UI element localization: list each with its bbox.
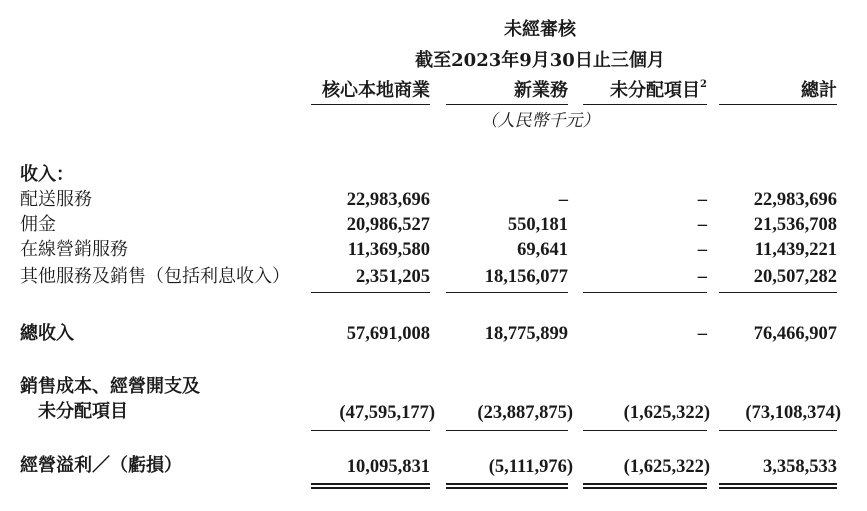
operating-rule-1 (311, 430, 430, 431)
cell-value: (1,625,322) (623, 457, 710, 477)
cell-value: 10,095,831 (346, 457, 430, 477)
subtotal-rule-4 (719, 292, 837, 293)
cell-value: (5,111,976) (488, 457, 573, 477)
cell-value: 20,986,527 (346, 215, 430, 235)
period-header: 截至2023年9月30日止三個月 (415, 50, 665, 71)
column-header-unallocated-label: 未分配項目 (610, 80, 701, 101)
cell-value: 2,351,205 (356, 267, 430, 287)
operating-rule-4 (719, 430, 837, 431)
operating-profit-label: 經營溢利／（虧損） (20, 455, 182, 476)
subtotal-rule-3 (583, 292, 707, 293)
cell-value: 20,507,282 (753, 267, 837, 287)
column-header-rule-4 (719, 104, 837, 105)
cell-value: 21,536,708 (753, 215, 837, 235)
double-rule-top-2 (446, 483, 568, 485)
cell-value: 76,466,907 (753, 324, 837, 344)
row-label: 其他服務及銷售（包括利息收入） (20, 266, 290, 287)
cell-value: – (697, 190, 707, 210)
cell-value: 3,358,533 (763, 457, 837, 477)
row-label: 在線營銷服務 (20, 239, 128, 260)
row-label: 配送服務 (20, 189, 92, 210)
cell-value: 550,181 (507, 215, 568, 235)
cell-value: – (697, 240, 707, 260)
subtotal-rule-1 (311, 292, 430, 293)
column-header-new-initiatives: 新業務 (514, 80, 568, 101)
cell-value: 57,691,008 (346, 324, 430, 344)
revenue-section-title: 收入： (20, 164, 74, 185)
cell-value: – (558, 190, 568, 210)
total-revenue-label: 總收入 (20, 323, 74, 344)
audit-status-header: 未經審核 (504, 19, 576, 40)
cell-value: 18,775,899 (484, 324, 568, 344)
row-label: 佣金 (20, 214, 56, 235)
currency-unit-note: （人民幣千元） (480, 111, 600, 131)
cell-value: (47,595,177) (339, 403, 435, 423)
double-rule-top-3 (583, 483, 707, 485)
column-header-unallocated-items (610, 79, 707, 101)
double-rule-top-4 (719, 483, 837, 485)
column-header-rule-3 (583, 104, 707, 105)
footnote-marker: 2 (700, 79, 707, 90)
costs-label-line1: 銷售成本、經營開支及 (20, 376, 200, 397)
double-rule-bottom-3 (583, 487, 707, 489)
cell-value: (1,625,322) (623, 403, 710, 423)
cell-value: (73,108,374) (745, 403, 841, 423)
cell-value: – (697, 267, 707, 287)
operating-rule-2 (446, 430, 568, 431)
cell-value: 22,983,696 (753, 190, 837, 210)
cell-value: 18,156,077 (484, 267, 568, 287)
cell-value: – (697, 215, 707, 235)
operating-rule-3 (583, 430, 707, 431)
cell-value: (23,887,875) (477, 403, 573, 423)
costs-label-line2: 未分配項目 (38, 401, 128, 422)
double-rule-bottom-1 (311, 487, 430, 489)
cell-value: 69,641 (517, 240, 568, 260)
cell-value: – (697, 324, 707, 344)
column-header-rule-2 (446, 104, 568, 105)
column-header-total: 總計 (801, 80, 837, 101)
subtotal-rule-2 (446, 292, 568, 293)
cell-value: 22,983,696 (346, 190, 430, 210)
double-rule-bottom-4 (719, 487, 837, 489)
column-header-rule-1 (311, 104, 430, 105)
double-rule-top-1 (311, 483, 430, 485)
double-rule-bottom-2 (446, 487, 568, 489)
column-header-core-local-commerce: 核心本地商業 (322, 80, 430, 101)
cell-value: 11,439,221 (754, 240, 837, 260)
cell-value: 11,369,580 (347, 240, 430, 260)
